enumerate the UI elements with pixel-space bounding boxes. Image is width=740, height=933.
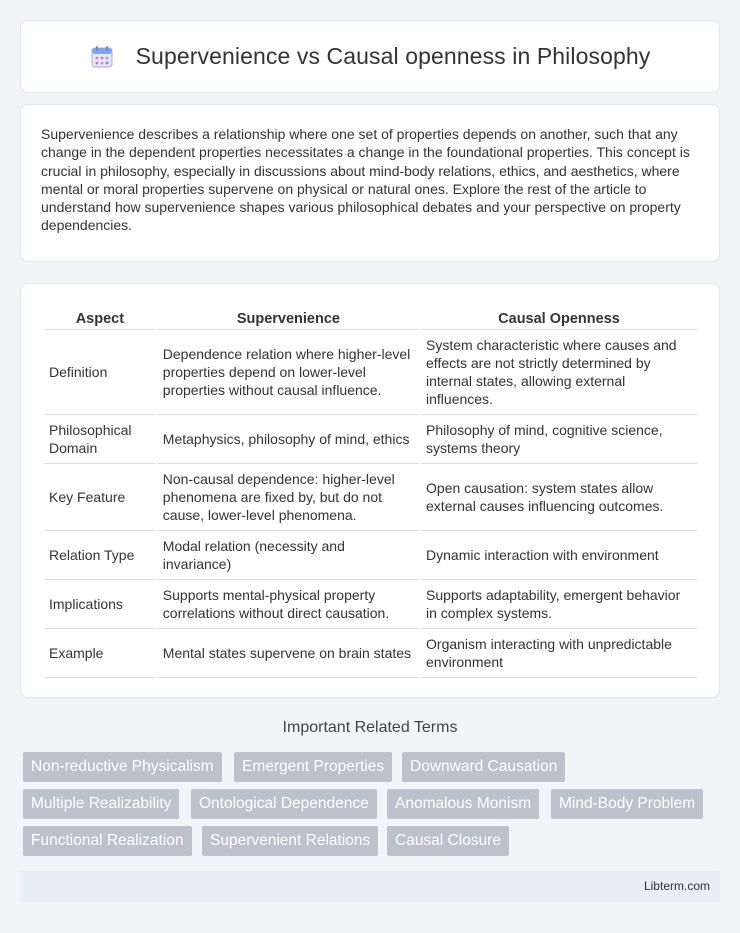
related-term-tag[interactable]: Multiple Realizability [23,789,179,819]
comparison-table [42,304,699,678]
cell-supervenience: Metaphysics, philosophy of mind, ethics [158,415,419,464]
table-row [44,531,697,580]
table-header-row [44,304,697,330]
related-term-tag[interactable]: Downward Causation [402,752,565,782]
column-header-aspect: Aspect [44,304,156,330]
cell-supervenience: Supports mental-physical property correlations without direct causation. [158,580,419,629]
footer-brand[interactable]: Libterm.com [643,879,710,893]
cell-aspect: Relation Type [44,531,156,580]
column-header-supervenience: Supervenience [158,304,419,330]
table-row [44,330,697,415]
table-row [44,629,697,678]
related-term-tag[interactable]: Non-reductive Physicalism [23,752,222,782]
related-term-tag[interactable]: Causal Closure [387,826,509,856]
related-term-tag[interactable]: Emergent Properties [234,752,392,782]
related-term-tag[interactable]: Mind-Body Problem [551,789,703,819]
cell-causal-openness: Open causation: system states allow external causes influencing outcomes. [421,464,697,531]
comparison-table-card [20,283,720,698]
intro-text: Supervenience describes a relationship where one set of properties depends on another, such that any change in the dependent properties necessitates a change in the foundational properties. This concept is crucial in philosophy, especially in discussions about mind-body relations, ethics, and aesthetics, where mental or moral properties supervene on physical or natural ones. Explore the rest of the article to understand how supervenience shapes various philosophical debates and your perspective on property dependencies. [41,126,690,234]
table-row [44,415,697,464]
cell-supervenience: Mental states supervene on brain states [158,629,419,678]
header-card [20,20,720,93]
cell-supervenience: Dependence relation where higher-level properties depend on lower-level properties without causal influence. [158,330,419,415]
cell-causal-openness: Dynamic interaction with environment [421,531,697,580]
cell-causal-openness: Supports adaptability, emergent behavior in complex systems. [421,580,697,629]
cell-aspect: Key Feature [44,464,156,531]
cell-causal-openness: Organism interacting with unpredictable environment [421,629,697,678]
related-term-tag[interactable]: Anomalous Monism [387,789,539,819]
related-term-tag[interactable]: Functional Realization [23,826,192,856]
page-title: Supervenience vs Causal openness in Philosophy [135,43,651,69]
cell-causal-openness: System characteristic where causes and effects are not strictly determined by internal states, allowing external influences. [421,330,697,415]
cell-aspect: Definition [44,330,156,415]
column-header-causal-openness: Causal Openness [421,304,697,330]
cell-aspect: Implications [44,580,156,629]
cell-supervenience: Non-causal dependence: higher-level phenomena are fixed by, but do not cause, lower-level phenomena. [158,464,419,531]
cell-aspect: Example [44,629,156,678]
intro-card [20,104,720,262]
cell-causal-openness: Philosophy of mind, cognitive science, systems theory [421,415,697,464]
table-row [44,464,697,531]
calendar-icon [90,45,114,69]
table-row [44,580,697,629]
related-terms-title: Important Related Terms [282,719,458,736]
related-term-tag[interactable]: Ontological Dependence [191,789,377,819]
cell-supervenience: Modal relation (necessity and invariance) [158,531,419,580]
related-term-tag[interactable]: Supervenient Relations [202,826,378,856]
cell-aspect: Philosophical Domain [44,415,156,464]
footer [20,871,720,902]
